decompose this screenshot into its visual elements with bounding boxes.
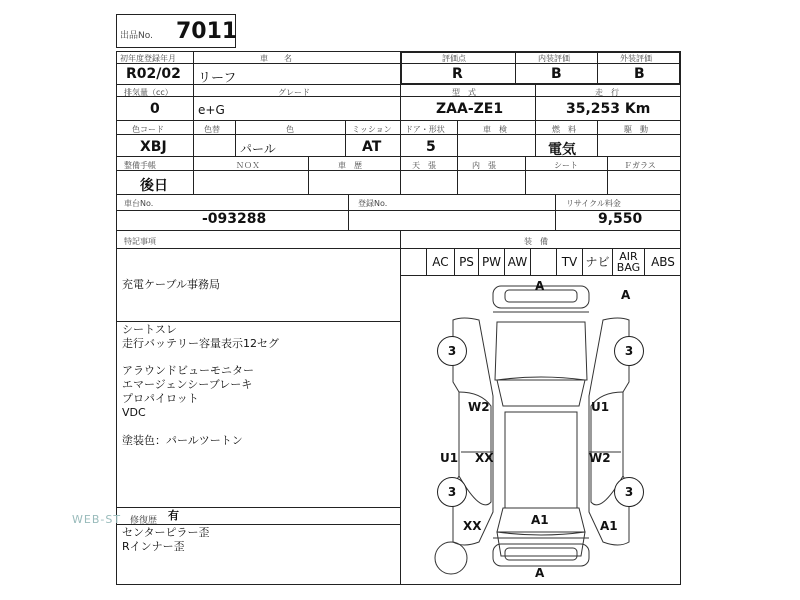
equipment-ac: AC — [426, 249, 454, 275]
equipment-airbag — [612, 249, 644, 275]
equipment-airbag-line1: AIR — [619, 250, 638, 263]
first-registration-value: R02/02 — [126, 66, 181, 82]
car-name-value: リーフ — [198, 71, 237, 86]
nox-label: ＮＯＸ — [236, 161, 260, 170]
tire-rear-left: 3 — [437, 477, 467, 507]
model-code-value: ZAA-ZE1 — [436, 101, 504, 117]
tire-front-right: 3 — [614, 336, 644, 366]
equipment-abs: ABS — [644, 249, 681, 275]
repair-line-1: センターピラー歪 — [122, 526, 210, 539]
repair-history-value: 有 — [168, 509, 179, 522]
transmission-label: ミッション — [352, 125, 392, 134]
exterior-grade-value: B — [634, 66, 645, 82]
watermark: WEB-ST — [72, 513, 122, 526]
equipment-pw: PW — [478, 249, 504, 275]
color-value: パール — [240, 142, 276, 156]
car-name-label: 車 名 — [260, 54, 292, 63]
remark-line-3: 走行バッテリー容量表示12セグ — [122, 337, 279, 350]
mark-rear-bumper: A — [535, 566, 545, 580]
displacement-label: 排気量（cc） — [124, 88, 173, 97]
fuel-label: 燃 料 — [552, 125, 576, 134]
first-registration-label: 初年度登録年月 — [120, 54, 176, 63]
tire-rear-right: 3 — [614, 477, 644, 507]
mark-right-rear-door: W2 — [589, 451, 611, 465]
equipment-aw: AW — [504, 249, 530, 275]
equipment-label: 装 備 — [524, 237, 548, 246]
mileage-label: 走 行 — [595, 88, 619, 97]
inspection-label: 車 検 — [483, 125, 507, 134]
recycle-fee-value: 9,550 — [598, 211, 643, 227]
remark-line-2: シートスレ — [122, 323, 177, 336]
score-label: 評価点 — [442, 54, 466, 63]
remarks-label: 特記事項 — [124, 237, 156, 246]
equipment-airbag-line2: BAG — [616, 261, 641, 274]
registration-number-label: 登録No. — [358, 199, 388, 208]
front-glass-label: Ｆガラス — [624, 161, 656, 170]
interior-grade-value: B — [551, 66, 562, 82]
mark-left-rear-door: U1 — [440, 451, 459, 465]
drive-label: 駆 動 — [624, 125, 648, 134]
transmission-value: AT — [362, 139, 382, 155]
spare-tire-shape — [435, 542, 467, 574]
recycle-fee-label: リサイクル料金 — [566, 199, 621, 208]
doors-label: ドア・形状 — [405, 125, 445, 134]
interior-trim-label: 内 張 — [472, 161, 496, 170]
repair-history-label: 修復歴 — [130, 516, 158, 526]
remark-line-8: 塗装色：パールツートン — [122, 434, 243, 447]
interior-grade-label: 内装評価 — [538, 54, 570, 63]
remark-line-7: VDC — [122, 406, 146, 419]
lot-number-label: 出品No. — [120, 31, 153, 41]
mark-left-rear-door-2: XX — [475, 451, 494, 465]
repair-line-2: Rインナー歪 — [122, 540, 185, 553]
hood-shape — [495, 322, 587, 380]
mark-front-right: A — [621, 288, 631, 302]
maintenance-record-value: 後日 — [140, 178, 168, 194]
color-code-value: XBJ — [140, 139, 167, 155]
roof-shape — [505, 412, 577, 508]
lot-number: 7011 — [176, 19, 238, 44]
mileage-value: 35,253 Km — [566, 101, 651, 117]
mark-rear-center: A1 — [531, 513, 549, 527]
mark-front-bumper: A — [535, 279, 545, 293]
equipment-tv: TV — [556, 249, 582, 275]
equipment-navi: ナビ — [582, 249, 612, 275]
doors-value: 5 — [426, 139, 436, 155]
grade-label: グレード — [278, 88, 310, 97]
chassis-number-label: 車台No. — [124, 199, 154, 208]
model-code-label: 型 式 — [452, 88, 476, 97]
mark-rear-right: A1 — [600, 519, 618, 533]
mark-left-front-door: W2 — [468, 400, 490, 414]
car-diagram — [401, 276, 681, 584]
color-code-label: 色コード — [132, 125, 164, 134]
remark-line-6: プロパイロット — [122, 392, 199, 405]
rear-bumper-shape — [493, 544, 589, 566]
remark-line-4: アラウンドビューモニター — [122, 364, 254, 377]
ceiling-label: 天 張 — [412, 161, 436, 170]
seat-label: シート — [554, 161, 578, 170]
tire-front-left: 3 — [437, 336, 467, 366]
grade-value: e+G — [198, 103, 225, 117]
equipment-blank-1 — [400, 249, 426, 275]
maintenance-record-label: 整備手帳 — [124, 161, 156, 170]
equipment-blank-2 — [530, 249, 556, 275]
fuel-value: 電気 — [548, 142, 576, 158]
remark-line-1: 充電ケーブル事務局 — [122, 278, 221, 291]
mark-right-front-door: U1 — [591, 400, 610, 414]
chassis-number-value: -093288 — [202, 211, 267, 227]
mark-rear-left: XX — [463, 519, 482, 533]
exterior-grade-label: 外装評価 — [620, 54, 652, 63]
equipment-ps: PS — [454, 249, 478, 275]
color-label: 色 — [286, 125, 294, 134]
score-value: R — [452, 66, 463, 82]
vehicle-history-label: 車 歴 — [338, 161, 362, 170]
remark-line-5: エマージェンシーブレーキ — [122, 378, 253, 391]
color-change-label: 色替 — [204, 125, 220, 134]
displacement-value: 0 — [150, 101, 160, 117]
